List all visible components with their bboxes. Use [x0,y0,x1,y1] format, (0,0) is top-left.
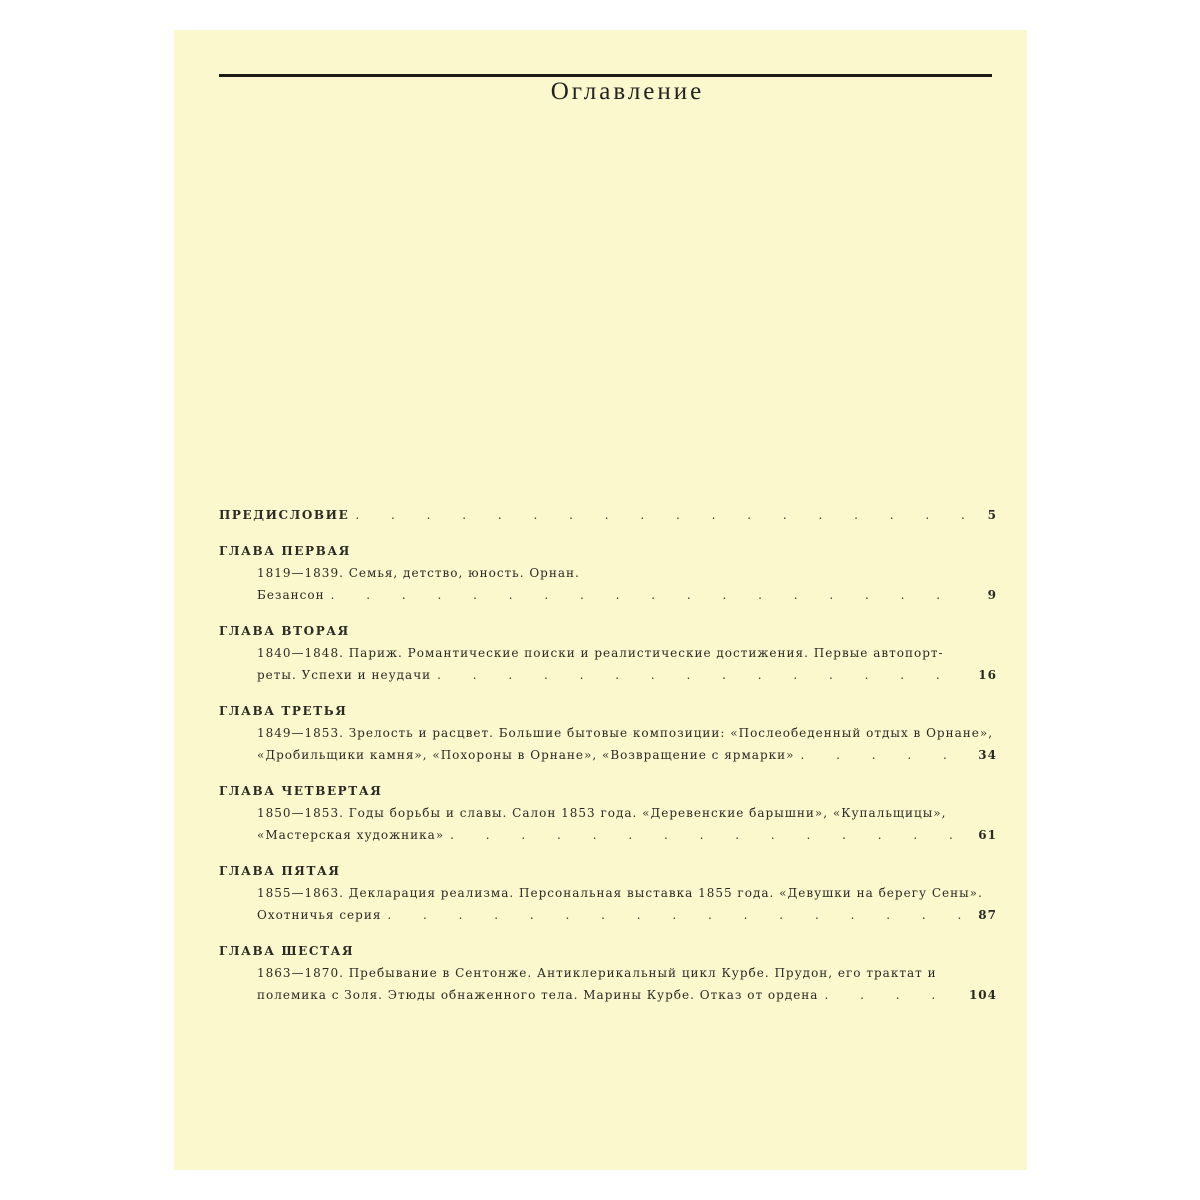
chapter-description-end: «Мастерская художника» [257,828,445,842]
chapter-description: 1855—1863. Декларация реализма. Персональная выставка 1855 года. «Девушки на берегу Сены». [257,886,983,900]
leader-dots [437,664,971,686]
chapter-heading: ГЛАВА ВТОРАЯ [219,624,350,638]
chapter-heading: ГЛАВА ПЯТАЯ [219,864,341,878]
page-number: 9 [987,588,997,602]
toc-entry-chapter-5 [219,860,997,926]
chapter-description-end: полемика с Золя. Этюды обнаженного тела. Марины Курбе. Отказ от ордена [257,988,819,1002]
leader-dots [355,504,971,526]
toc-entry-preface [219,504,997,526]
chapter-heading: ГЛАВА ТРЕТЬЯ [219,704,348,718]
leader-dots [331,584,971,606]
chapter-heading: ГЛАВА ЧЕТВЕРТАЯ [219,784,383,798]
toc-entry-chapter-1 [219,540,997,606]
chapter-description: 1819—1839. Семья, детство, юность. Орнан. [257,566,580,580]
top-rule [219,74,992,77]
chapter-description: 1840—1848. Париж. Романтические поиски и реалистические достижения. Первые автопорт- [257,646,944,660]
chapter-description-end: «Дробильщики камня», «Похороны в Орнане», «Возвращение с ярмарки» [257,748,795,762]
table-of-contents [219,504,997,1020]
toc-entry-chapter-2 [219,620,997,686]
leader-dots [387,904,971,926]
page-number: 104 [968,988,997,1002]
page-number: 34 [978,748,997,762]
chapter-description-end: Охотничья серия [257,908,382,922]
chapter-description-end: реты. Успехи и неудачи [257,668,432,682]
leader-dots [800,744,971,766]
toc-entry-chapter-4 [219,780,997,846]
toc-entry-chapter-6 [219,940,997,1006]
page-number: 16 [978,668,997,682]
leader-dots [824,984,962,1006]
leader-dots [450,824,971,846]
chapter-description: 1850—1853. Годы борьбы и славы. Салон 1853 года. «Деревенские барышни», «Купальщицы», [257,806,947,820]
page-title: Оглавление [550,78,705,105]
chapter-heading: ГЛАВА ШЕСТАЯ [219,944,355,958]
page-number: 61 [978,828,997,842]
toc-entry-chapter-3 [219,700,997,766]
book-page [174,30,1027,1170]
page-number: 87 [978,908,997,922]
chapter-description: 1849—1853. Зрелость и расцвет. Большие бытовые композиции: «Послеобеденный отдых в Орнане», [257,726,994,740]
chapter-description: 1863—1870. Пребывание в Сентонже. Антиклерикальный цикл Курбе. Прудон, его трактат и [257,966,937,980]
preface-label: ПРЕДИСЛОВИЕ [219,508,350,522]
page-number: 5 [987,508,997,522]
chapter-description-end: Безансон [257,588,325,602]
chapter-heading: ГЛАВА ПЕРВАЯ [219,544,351,558]
